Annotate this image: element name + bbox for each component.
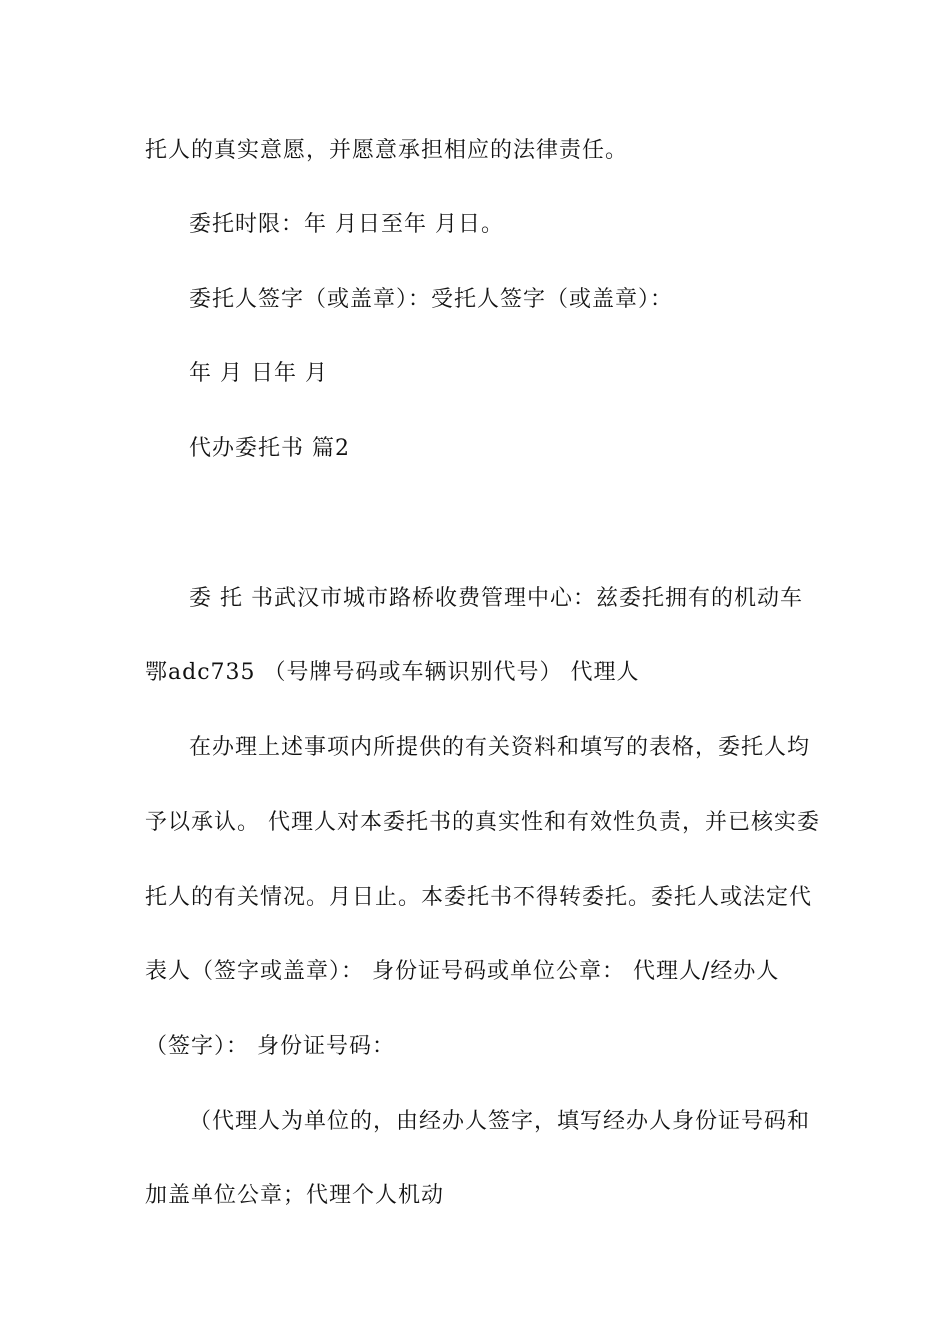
text-line-unit-note: （代理人为单位的，由经办人签字，填写经办人身份证号码和 xyxy=(189,1109,811,1134)
text-line-plate: 鄂adc735 （号牌号码或车辆识别代号） 代理人 xyxy=(145,660,640,685)
section-title: 代办委托书 篇2 xyxy=(189,436,350,461)
text-line-representative: 表人（签字或盖章）： 身份证号码或单位公章： 代理人/经办人 xyxy=(145,959,780,984)
text-line-responsibility: 托人的真实意愿，并愿意承担相应的法律责任。 xyxy=(145,138,629,163)
text-line-unit-seal: 加盖单位公章；代理个人机动 xyxy=(145,1183,445,1208)
text-line-dates: 年 月 日年 月 xyxy=(189,361,328,386)
text-line-acknowledge: 予以承认。 代理人对本委托书的真实性和有效性负责，并已核实委 xyxy=(145,810,820,835)
text-line-term: 委托时限：年 月日至年 月日。 xyxy=(189,212,504,237)
text-line-signatures: 委托人签字（或盖章）：受托人签字（或盖章）： xyxy=(189,287,674,312)
text-line-entrust-header: 委 托 书武汉市城市路桥收费管理中心：兹委托拥有的机动车 xyxy=(189,586,803,611)
text-line-signature-id: （签字）： 身份证号码： xyxy=(145,1034,395,1059)
text-line-materials: 在办理上述事项内所提供的有关资料和填写的表格，委托人均 xyxy=(189,735,811,760)
text-line-conditions: 托人的有关情况。月日止。本委托书不得转委托。委托人或法定代 xyxy=(145,885,813,910)
